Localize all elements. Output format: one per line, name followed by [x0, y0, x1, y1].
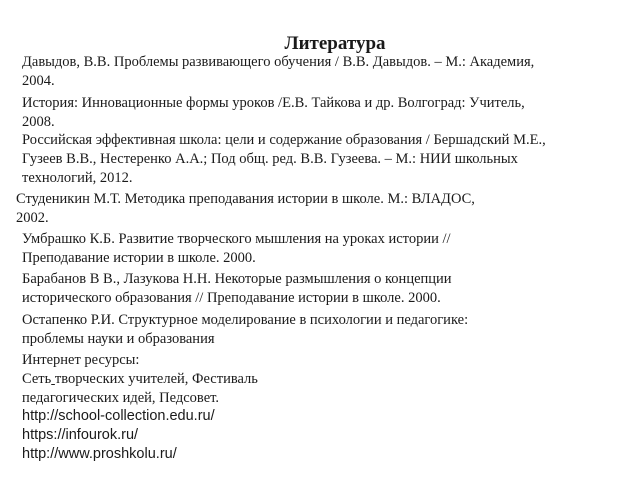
link-school-collection[interactable]: http://school-collection.edu.ru/ [22, 408, 215, 424]
reference-line: Остапенко Р.И. Структурное моделирование в психологии и педагогике: [22, 312, 469, 328]
reference-line: История: Инновационные формы уроков /Е.В. Тайкова и др. Волгоград: Учитель, [22, 95, 525, 111]
link-proshkolu[interactable]: http://www.proshkolu.ru/ [22, 446, 177, 462]
reference-davydov [22, 53, 534, 91]
reference-barabanov [22, 270, 452, 308]
internet-resources [22, 351, 258, 408]
reference-line: Гузеев В.В., Нестеренко А.А.; Под общ. ред. В.В. Гузеева. – М.: НИИ школьных [22, 151, 518, 167]
reference-line: проблемы науки и образования [22, 331, 215, 347]
reference-umbrashko [22, 230, 451, 268]
reference-line: Российская эффективная школа: цели и содержание образования / Бершадский М.Е., [22, 132, 546, 148]
reference-line: технологий, 2012. [22, 170, 133, 186]
internet-resources-line: педагогических идей, Педсовет. [22, 390, 219, 406]
reference-line: 2004. [22, 73, 55, 89]
reference-istoriya [22, 94, 525, 132]
reference-line: Преподавание истории в школе. 2000. [22, 250, 256, 266]
internet-resources-heading: Интернет ресурсы: [22, 352, 140, 368]
reference-line: исторического образования // Преподавание истории в школе. 2000. [22, 290, 441, 306]
reference-line: 2002. [16, 210, 49, 226]
reference-line: Умбрашко К.Б. Развитие творческого мышления на уроках истории // [22, 231, 451, 247]
internet-resources-line [22, 370, 258, 389]
link-infourok[interactable]: https://infourok.ru/ [22, 427, 139, 443]
reference-ostapenko [22, 311, 468, 349]
page-title: Литература [284, 33, 386, 54]
reference-line: 2008. [22, 114, 55, 130]
internet-resources-text: творческих учителей, Фестиваль [54, 371, 258, 387]
reference-rossiyskaya-shkola [22, 131, 546, 188]
reference-studenikin [16, 190, 475, 228]
reference-line: Студеникин М.Т. Методика преподавания истории в школе. М.: ВЛАДОС, [16, 191, 475, 207]
internet-resources-text: Сеть [22, 371, 52, 387]
reference-line: Барабанов В В., Лазукова Н.Н. Некоторые размышления о концепции [22, 271, 452, 287]
reference-line: Давыдов, В.В. Проблемы развивающего обучения / В.В. Давыдов. – М.: Академия, [22, 54, 535, 70]
